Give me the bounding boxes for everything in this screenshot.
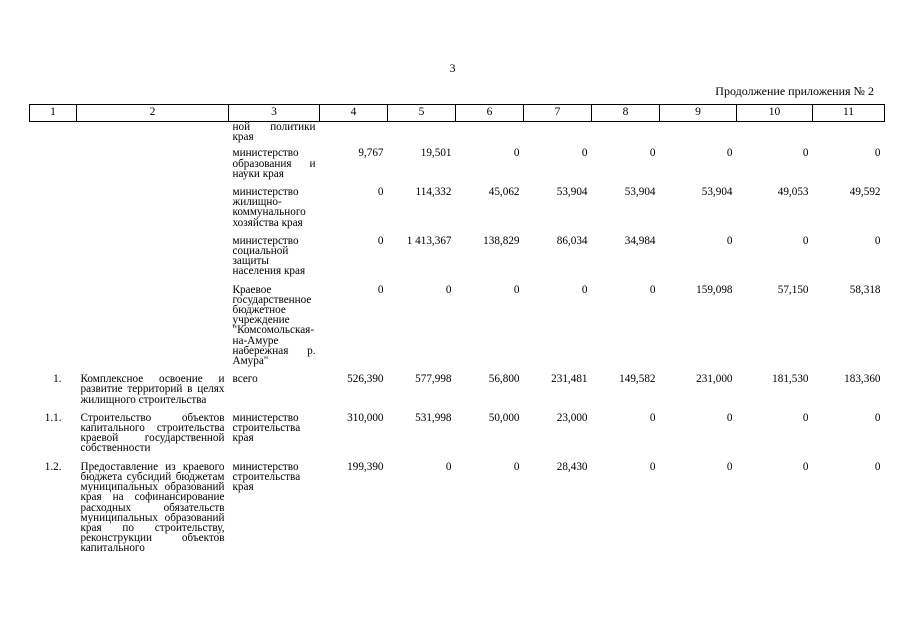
measure-name [77,236,229,285]
responsible-executor: Краевое государственное бюджетное учреждение "Комсомольская-на-Амуре набережная р. Амура" [232,283,316,368]
table-row [30,187,885,236]
amount-cell: 50,000 [488,411,520,424]
amount-cell [660,122,737,149]
amount-cell [456,122,524,149]
amount-cell [524,122,592,149]
col-header: 4 [320,105,388,122]
amount-cell: 0 [726,411,733,424]
measure-name [77,148,229,187]
amount-cell: 577,998 [415,373,452,386]
amount-cell: 183,360 [844,373,881,386]
amount-cell: 53,904 [556,186,588,199]
amount-cell: 0 [802,234,809,247]
row-number [30,122,77,149]
amount-cell: 0 [802,411,809,424]
row-number [30,148,77,187]
col-header: 2 [77,105,229,122]
amount-cell: 53,904 [701,186,733,199]
row-number [30,187,77,236]
responsible-executor: министерство образования и науки края [232,147,316,180]
amount-cell: 45,062 [488,186,520,199]
amount-cell: 0 [802,147,809,160]
table-row [30,236,885,285]
table-row [30,148,885,187]
amount-cell: 0 [377,186,384,199]
measure-name: Предоставление из краевого бюджета субсидий бюджетам муниципальных образований края на софинансирование расходных обязательств муниципальных образований края по строительству, реконструкции объектов капитального [80,460,225,555]
measure-name [77,187,229,236]
row-number: 1. [53,373,62,386]
amount-cell [813,122,885,149]
amount-cell: 58,318 [849,283,881,296]
amount-cell: 49,592 [849,186,881,199]
appendix-continuation-note: Продолжение приложения № 2 [715,84,874,98]
measure-name: Комплексное освоение и развитие территорий в целях жилищного строительства [80,373,225,406]
column-number-row [30,105,885,122]
col-header: 10 [737,105,813,122]
col-header: 3 [229,105,320,122]
amount-cell: 181,530 [772,373,809,386]
table-row [30,122,885,149]
amount-cell: 531,998 [415,411,452,424]
responsible-executor: министерство жилищно-коммунального хозяйства края [232,186,306,229]
amount-cell: 0 [649,283,656,296]
row-number [30,285,77,375]
amount-cell: 138,829 [483,234,520,247]
row-number: 1.1. [44,411,62,424]
amount-cell: 49,053 [777,186,809,199]
amount-cell [737,122,813,149]
amount-cell: 0 [874,460,881,473]
amount-cell [388,122,456,149]
col-header: 9 [660,105,737,122]
amount-cell: 19,501 [420,147,452,160]
table-row [30,374,885,413]
amount-cell: 34,984 [624,234,656,247]
amount-cell: 0 [874,147,881,160]
amount-cell [592,122,660,149]
amount-cell: 0 [649,411,656,424]
amount-cell: 0 [581,283,588,296]
responsible-executor: всего [232,373,258,386]
amount-cell: 9,767 [358,147,384,160]
amount-cell: 0 [874,411,881,424]
amount-cell: 0 [726,147,733,160]
responsible-executor: министерство строительства края [232,411,301,445]
col-header: 7 [524,105,592,122]
col-header: 8 [592,105,660,122]
amount-cell: 0 [513,147,520,160]
amount-cell: 231,000 [696,373,733,386]
responsible-executor: ной политики края [232,121,316,144]
amount-cell: 0 [377,234,384,247]
amount-cell: 53,904 [624,186,656,199]
amount-cell: 0 [649,147,656,160]
row-number [30,236,77,285]
amount-cell: 149,582 [619,373,656,386]
amount-cell: 0 [581,147,588,160]
amount-cell: 86,034 [556,234,588,247]
amount-cell: 1 413,367 [406,234,452,247]
amount-cell: 0 [649,460,656,473]
measure-name: Строительство объектов капитального строительства краевой государственной собственности [80,411,225,455]
amount-cell [320,122,388,149]
responsible-executor: министерство строительства края [232,460,301,494]
measure-name [77,285,229,375]
row-number: 1.2. [44,460,62,473]
col-header: 6 [456,105,524,122]
amount-cell: 0 [445,460,452,473]
amount-cell: 114,332 [415,186,452,199]
amount-cell: 0 [513,283,520,296]
amount-cell: 159,098 [696,283,733,296]
col-header: 11 [813,105,885,122]
table-row [30,413,885,462]
amount-cell: 0 [802,460,809,473]
table-row [30,285,885,375]
amount-cell: 28,430 [556,460,588,473]
amount-cell: 526,390 [347,373,384,386]
responsible-executor: министерство социальной защиты населения края [232,234,306,278]
page-number: 3 [449,61,456,75]
amount-cell: 56,800 [488,373,520,386]
col-header: 1 [30,105,77,122]
amount-cell: 23,000 [556,411,588,424]
col-header: 5 [388,105,456,122]
amount-cell: 0 [726,234,733,247]
amount-cell: 57,150 [777,283,809,296]
amount-cell: 0 [874,234,881,247]
amount-cell: 231,481 [551,373,588,386]
amount-cell: 0 [377,283,384,296]
amount-cell: 0 [445,283,452,296]
budget-table [29,104,885,562]
measure-name [77,122,229,149]
amount-cell: 199,390 [347,460,384,473]
amount-cell: 0 [513,460,520,473]
amount-cell: 0 [726,460,733,473]
amount-cell: 310,000 [347,411,384,424]
table-row [30,462,885,562]
